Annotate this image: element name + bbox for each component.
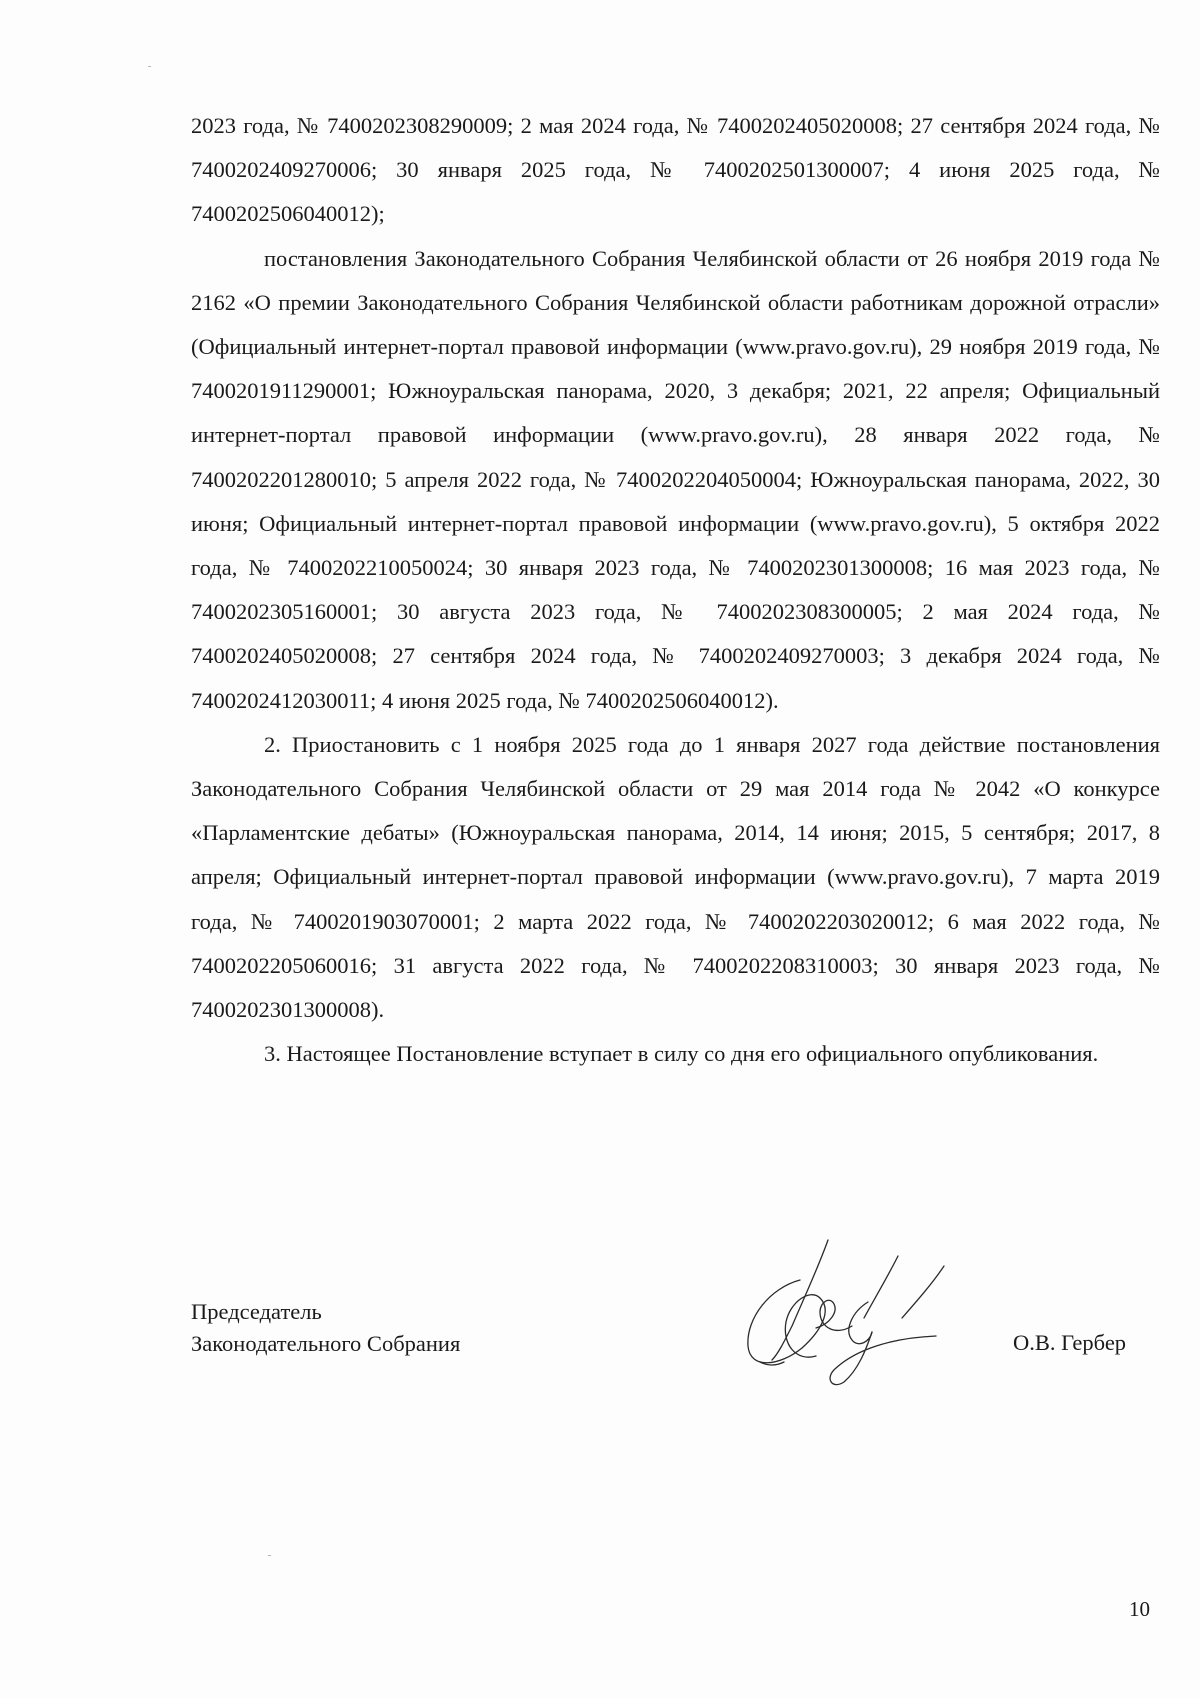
- signatory-title: [191, 1296, 460, 1360]
- paragraph-continuation: 2023 года, № 7400202308290009; 2 мая 2024 года, № 7400202405020008; 27 сентября 2024 года, № 7400202409270006; 30 января 2025 года, № 7400202501300007; 4 июня 2025 года, № 7400202506040012);: [191, 113, 1160, 227]
- handwritten-signature: [740, 1238, 960, 1398]
- signatory-title-line1: Председатель: [191, 1299, 322, 1324]
- scan-speck: [148, 66, 151, 67]
- page-number: 10: [1129, 1597, 1150, 1621]
- paragraph-item-2: 2. Приостановить с 1 ноября 2025 года до 1 января 2027 года действие постановления Законодательного Собрания Челябинской области от 29 мая 2014 года № 2042 «О конкурсе «Парламентские дебаты» (Южноуральская панорама, 2014, 14 июня; 2015, 5 сентября; 2017, 8 апреля; Официальный интернет-портал правовой информации (www.pravo.gov.ru), 7 марта 2019 года, № 7400201903070001; 2 марта 2022 года, № 7400202203020012; 6 мая 2022 года, № 7400202205060016; 31 августа 2022 года, № 7400202208310003; 30 января 2023 года, № 7400202301300008).: [191, 731, 1160, 1023]
- paragraph-postanovlenie-2162: постановления Законодательного Собрания Челябинской области от 26 ноября 2019 года № 2162 «О премии Законодательного Собрания Челябинской области работникам дорожной отрасли» (Официальный интернет-портал правовой информации (www.pravo.gov.ru), 29 ноября 2019 года, № 7400201911290001; Южноуральская панорама, 2020, 3 декабря; 2021, 22 апреля; Официальный интернет-портал правовой информации (www.pravo.gov.ru), 28 января 2022 года, № 7400202201280010; 5 апреля 2022 года, № 7400202204050004; Южноуральская панорама, 2022, 30 июня; Официальный интернет-портал правовой информации (www.pravo.gov.ru), 5 октября 2022 года, № 7400202210050024; 30 января 2023 года, № 7400202301300008; 16 мая 2023 года, № 7400202305160001; 30 августа 2023 года, № 7400202308300005; 2 мая 2024 года, № 7400202405020008; 27 сентября 2024 года, № 7400202409270003; 3 декабря 2024 года, № 7400202412030011; 4 июня 2025 года, № 7400202506040012).: [191, 245, 1160, 713]
- signatory-title-line2: Законодательного Собрания: [191, 1331, 461, 1356]
- signatory-name: О.В. Гербер: [1013, 1330, 1127, 1355]
- document-body: [191, 104, 1160, 1076]
- scan-speck: [268, 1555, 271, 1556]
- paragraph-item-3: 3. Настоящее Постановление вступает в силу со дня его официального опубликования.: [264, 1041, 1099, 1067]
